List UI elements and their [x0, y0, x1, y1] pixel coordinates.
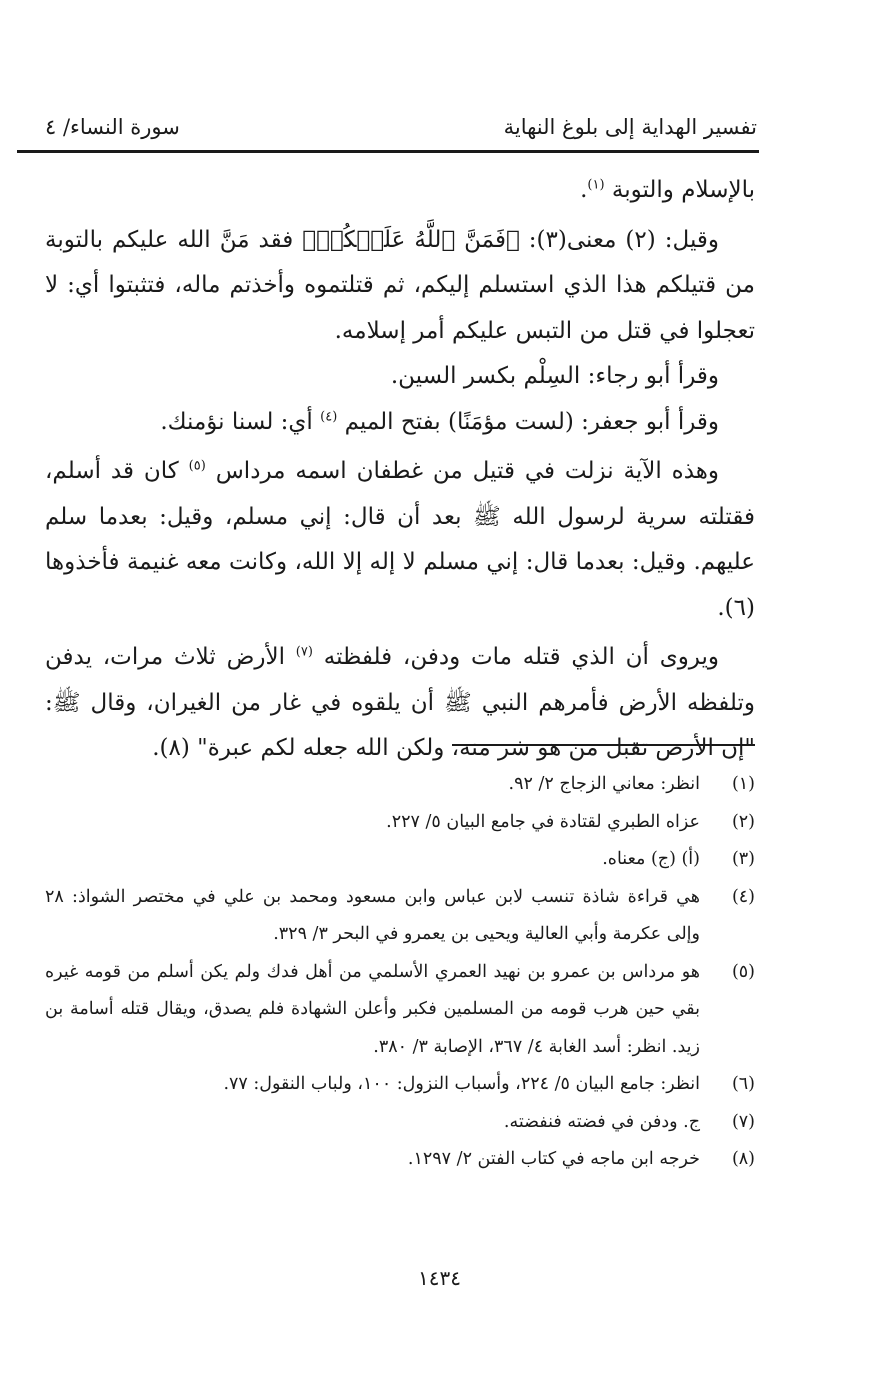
footnote-number: (٤) — [731, 886, 755, 907]
paragraph: وقرأ أبو جعفر: (لست مؤمَنًا) بفتح الميم $^{(٤)}$ أي: لسنا نؤمنك. — [160, 408, 719, 435]
book-title: تفسير الهداية إلى بلوغ النهاية — [503, 115, 757, 139]
footnote — [45, 879, 755, 954]
main-text — [45, 168, 755, 772]
footnote-text: ج. ودفن في فضته فنفضته. — [503, 1111, 700, 1132]
footnote-number: (٦) — [731, 1074, 755, 1094]
paragraph: وهذه الآية نزلت في قتيل من غطفان اسمه مرداس $^{(٥)}$ كان قد أسلم، فقتلته سرية لرسول الله ﷺ بعد أن قال: إني مسلم، وقيل: بعدما سلم عليهم. وقيل: بعدما قال: إني مسلم لا إله إلا الله، وكانت معه غنيمة فأخذوها (٦). — [45, 458, 755, 621]
footnote-number: (٧) — [731, 1111, 755, 1132]
footnote-number: (٥) — [731, 961, 755, 982]
footnote-ref: (٧) — [295, 644, 313, 660]
footnote-text: عزاه الطبري لقتادة في جامع البيان ٥/ ٢٢٧. — [386, 811, 700, 832]
footnote — [45, 804, 755, 842]
footnote-text: (أ) (ج) معناه. — [602, 849, 700, 869]
footnote — [45, 1104, 755, 1142]
footnote — [45, 1141, 755, 1179]
footnote-separator — [452, 744, 755, 746]
footnote — [45, 1066, 755, 1104]
running-header — [45, 112, 757, 142]
footnote-text: هو مرداس بن عمرو بن نهيد العمري الأسلمي من أهل فدك ولم يكن أسلم من قومه غيره بقي حين هرب قومه من المسلمين فكبر وأعلن الشهادة فلم يصدق، ويقال قتله أسامة بن زيد. انظر: أسد الغابة ٤/ ٣٦٧، الإصابة ٣/ ٣٨٠. — [45, 961, 700, 1057]
footnote-ref: (٥) — [188, 458, 206, 474]
footnote-ref: (١) — [587, 177, 605, 193]
paragraph: وقرأ أبو رجاء: السِلْم بكسر السين. — [390, 363, 719, 389]
footnote-number: (٢) — [731, 811, 755, 832]
footnote-text: انظر: جامع البيان ٥/ ٢٢٤، وأسباب النزول: ١٠٠، ولباب النقول: ٧٧. — [223, 1074, 700, 1094]
footnote-ref: (٤) — [320, 408, 338, 424]
footnote-number: (٣) — [731, 849, 755, 869]
paragraph: بالإسلام والتوبة $^{(١)}$. — [580, 177, 755, 203]
footnote-text: خرجه ابن ماجه في كتاب الفتن ٢/ ١٢٩٧. — [407, 1149, 700, 1169]
footnote-text: هي قراءة شاذة تنسب لابن عباس وابن مسعود ومحمد بن علي في مختصر الشواذ: ٢٨ وإلى عكرمة وأبي العالية ويحيى بن يعمرو في البحر ٣/ ٣٢٩. — [45, 886, 700, 944]
footnote — [45, 954, 755, 1067]
footnotes — [45, 766, 755, 1179]
surah-label: سورة النساء/ ٤ — [45, 115, 180, 139]
header-rule — [17, 150, 759, 153]
page-number: ١٤٣٤ — [418, 1266, 461, 1290]
paragraph: وقيل: (٢) معنى(٣): ﴿فَمَنَّ ٱللَّهُ عَلَيۡكُمۡ﴾ فقد مَنَّ الله عليكم بالتوبة من قتيلكم هذا الذي استسلم إليكم، ثم قتلتموه وأخذتم ماله، فتثبتوا أي: لا تعجلوا في قتل من التبس عليكم أمر إسلامه. — [45, 226, 755, 344]
paragraph: ويروى أن الذي قتله مات ودفن، فلفظته $^{(٧)}$ الأرض ثلاث مرات، يدفن وتلفظه الأرض فأمرهم النبي ﷺ أن يلقوه في غار من الغيران، وقال ﷺ: "إن الأرض تقبل من هو شر منه، ولكن الله جعله لكم عبرة" (٨). — [45, 644, 755, 761]
footnote-text: انظر: معاني الزجاج ٢/ ٩٢. — [508, 774, 700, 794]
footnote — [45, 766, 755, 804]
footnote-number: (١) — [731, 774, 755, 794]
footnote — [45, 841, 755, 879]
footnote-number: (٨) — [731, 1149, 755, 1169]
